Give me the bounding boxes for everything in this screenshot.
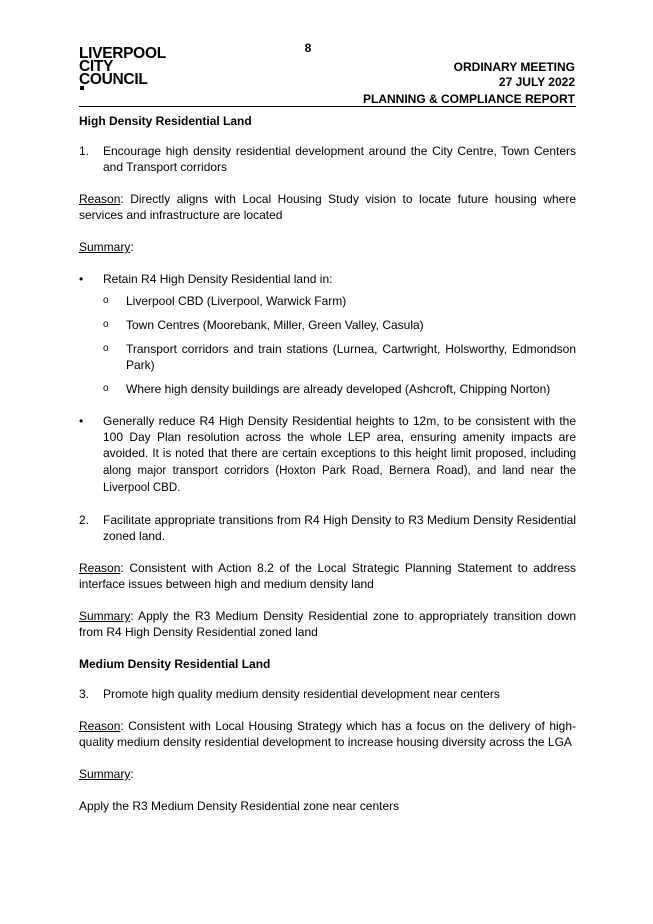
section-title-medium-density: Medium Density Residential Land — [79, 657, 271, 671]
header-divider — [79, 106, 576, 107]
reason-3 — [79, 718, 576, 750]
reason-label: Reason — [79, 192, 121, 206]
summary-text: : Apply the R3 Medium Density Residential zone to appropriately transition down from R4 High Density Residential zoned land — [79, 609, 576, 639]
summary-1 — [79, 239, 576, 255]
council-logo — [79, 47, 166, 90]
sub-bullet-text: Town Centres (Moorebank, Miller, Green Valley, Casula) — [126, 318, 424, 332]
sub-bullet-item — [103, 341, 576, 373]
sub-bullet-icon: o — [103, 383, 109, 394]
bullet-item-retain-r4 — [79, 271, 576, 287]
reason-label: Reason — [79, 561, 121, 575]
objective-text: Encourage high density residential development around the City Centre, Town Centers and Transport corridors — [103, 144, 576, 174]
meeting-date: 27 JULY 2022 — [498, 75, 575, 89]
bullet-item-reduce-heights — [79, 413, 576, 496]
summary-label: Summary — [79, 767, 131, 781]
objective-text: Facilitate appropriate transitions from R4 High Density to R3 Medium Density Residential zoned land. — [103, 513, 576, 543]
reason-text: : Directly aligns with Local Housing Study vision to locate future housing where services and infrastructure are located — [79, 192, 576, 222]
bullet-icon: • — [79, 414, 84, 428]
summary-text: : — [130, 240, 134, 254]
objective-number: 1. — [79, 144, 90, 158]
objective-3 — [79, 686, 576, 702]
summary-2 — [79, 608, 576, 640]
page-number: 8 — [304, 41, 312, 55]
report-title: PLANNING & COMPLIANCE REPORT — [362, 92, 575, 106]
sub-bullet-icon: o — [103, 295, 109, 306]
section-title-high-density: High Density Residential Land — [79, 114, 252, 128]
summary-label: Summary — [79, 240, 131, 254]
meeting-info — [454, 60, 575, 90]
reason-2 — [79, 560, 576, 592]
summary-label: Summary — [79, 609, 131, 623]
sub-bullet-icon: o — [103, 319, 109, 330]
sub-bullet-item — [103, 317, 576, 333]
objective-1 — [79, 143, 576, 175]
sub-bullet-text: Where high density buildings are already developed (Ashcroft, Chipping Norton) — [126, 382, 551, 396]
reason-label: Reason — [79, 719, 121, 733]
sub-bullet-text: Transport corridors and train stations (Lurnea, Cartwright, Holsworthy, Edmondson Park) — [126, 342, 576, 372]
objective-number: 3. — [79, 687, 90, 701]
bullet-icon: • — [79, 272, 84, 286]
sub-bullet-item — [103, 293, 576, 309]
sub-bullet-icon: o — [103, 343, 109, 354]
sub-bullet-text: Liverpool CBD (Liverpool, Warwick Farm) — [126, 294, 347, 308]
reason-1 — [79, 191, 576, 223]
meeting-title: ORDINARY MEETING — [453, 60, 575, 74]
objective-2 — [79, 512, 576, 544]
bullet-text-exceptions: It is noted that there are certain exceptions to this height limit proposed, including along major transport corridors (Hoxton Park Road, Bernera Road), and land near the Liverpool CBD. — [103, 448, 576, 494]
logo-line-liverpool: LIVERPOOL — [79, 45, 166, 62]
reason-text: : Consistent with Local Housing Strategy which has a focus on the delivery of high-quality medium density residential development to increase housing diversity across the LGA — [79, 719, 576, 749]
logo-line-city: CITY — [79, 58, 114, 75]
logo-line-council: COUNCIL — [79, 71, 148, 88]
document-body — [79, 113, 576, 814]
reason-text: : Consistent with Action 8.2 of the Local Strategic Planning Statement to address interface issues between high and medium density land — [79, 561, 576, 591]
closing-statement: Apply the R3 Medium Density Residential zone near centers — [79, 799, 400, 813]
sub-bullet-item — [103, 381, 576, 397]
bullet-text: Retain R4 High Density Residential land in: — [103, 272, 333, 286]
bullet-text-main: Generally reduce R4 High Density Residential heights to 12m, to be consistent with the 100 Day Plan resolution across the whole LEP area, ensuring amenity impacts are avoided. — [103, 414, 576, 460]
objective-number: 2. — [79, 513, 90, 527]
summary-text: : — [130, 767, 134, 781]
summary-3 — [79, 766, 576, 782]
objective-text: Promote high quality medium density residential development near centers — [103, 687, 500, 701]
